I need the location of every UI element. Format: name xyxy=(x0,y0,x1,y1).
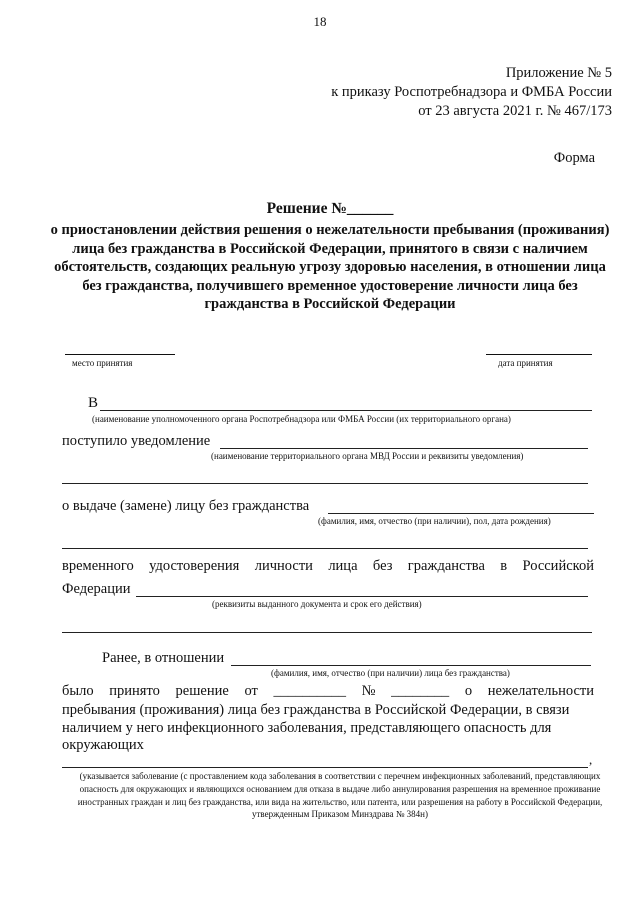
document-line-2[interactable] xyxy=(62,632,592,633)
decision-line xyxy=(62,683,594,700)
notice-label: поступило уведомление xyxy=(62,433,211,449)
word: без xyxy=(372,558,393,574)
word: о xyxy=(464,683,473,699)
word: нежелательности xyxy=(487,683,594,699)
person-line[interactable] xyxy=(328,513,594,514)
document-line[interactable] xyxy=(136,596,588,597)
in-label: В xyxy=(88,395,99,411)
decision-number-blank[interactable]: ________ xyxy=(391,683,450,699)
earlier-label: Ранее, в отношении xyxy=(102,650,225,666)
disease-line[interactable] xyxy=(62,767,588,768)
authority-caption: (наименование уполномоченного органа Роспотребнадзора или ФМБА России (их территориального органа) xyxy=(92,414,511,424)
issue-label: о выдаче (замене) лицу без гражданства xyxy=(62,498,310,514)
date-caption: дата принятия xyxy=(498,358,553,368)
word: Российской xyxy=(522,558,594,574)
decision-line-b: наличием у него инфекционного заболевания, представляющего опасность для xyxy=(62,720,552,736)
word: принято xyxy=(109,683,160,699)
annex-line-1: Приложение № 5 xyxy=(505,65,612,81)
person-line-2[interactable] xyxy=(62,548,588,549)
disease-footnote: (указывается заболевание (с проставлением кода заболевания в соответствии с перечнем инфекционных заболеваний, представляющих опасность для окружающих и являющихся основанием для отказа в выдаче либо аннулирования разрешения на временное проживание иностранных граждан и лиц без гражданства, или вида на жительство, или патента, или разрешения на работу в Российской Федерации, утвержденным Приказом Минздрава № 384н) xyxy=(77,771,603,820)
word: № xyxy=(361,683,376,699)
annex-line-2: к приказу Роспотребнадзора и ФМБА России xyxy=(331,84,612,100)
date-line[interactable] xyxy=(486,354,592,355)
word: было xyxy=(62,683,94,699)
place-line[interactable] xyxy=(65,354,175,355)
notice-caption: (наименование территориального органа МВД России и реквизиты уведомления) xyxy=(211,451,524,461)
word: гражданства xyxy=(407,558,485,574)
form-label: Форма xyxy=(553,150,595,166)
notice-line[interactable] xyxy=(220,448,588,449)
decision-date-blank[interactable]: __________ xyxy=(273,683,346,699)
notice-line-2[interactable] xyxy=(62,483,588,484)
document-caption: (реквизиты выданного документа и срок его действия) xyxy=(212,599,422,609)
place-caption: место принятия xyxy=(72,358,133,368)
word: решение xyxy=(175,683,229,699)
word: личности xyxy=(254,558,313,574)
authority-line[interactable] xyxy=(100,410,592,411)
annex-block xyxy=(331,64,612,121)
word: временного xyxy=(62,558,134,574)
decision-line-c: окружающих xyxy=(62,737,144,753)
word: лица xyxy=(328,558,358,574)
decision-subtitle: о приостановлении действия решения о нежелательности пребывания (проживания) лица без гражданства в Российской Федерации, принятого в связи с наличием обстоятельств, создающих реальную угрозу здоровью населения, в отношении лица без гражданства, получившего временное удостоверение личности лица без гражданства в Российской Федерации xyxy=(50,222,610,312)
earlier-caption: (фамилия, имя, отчество (при наличии) лица без гражданства) xyxy=(271,668,510,678)
decision-heading: Решение №______ xyxy=(266,200,394,217)
page-number: 18 xyxy=(313,14,327,29)
word: удостоверения xyxy=(149,558,240,574)
disease-comma: , xyxy=(589,752,593,767)
word: от xyxy=(244,683,258,699)
word: в xyxy=(500,558,508,574)
earlier-person-line[interactable] xyxy=(231,665,591,666)
decision-line-a: пребывания (проживания) лица без гражданства в Российской Федерации, в связи xyxy=(62,702,570,718)
federation-label: Федерации xyxy=(62,581,131,597)
annex-line-3: от 23 августа 2021 г. № 467/173 xyxy=(418,103,612,119)
person-caption: (фамилия, имя, отчество (при наличии), пол, дата рождения) xyxy=(318,516,551,526)
temp-certificate-line xyxy=(62,558,594,575)
